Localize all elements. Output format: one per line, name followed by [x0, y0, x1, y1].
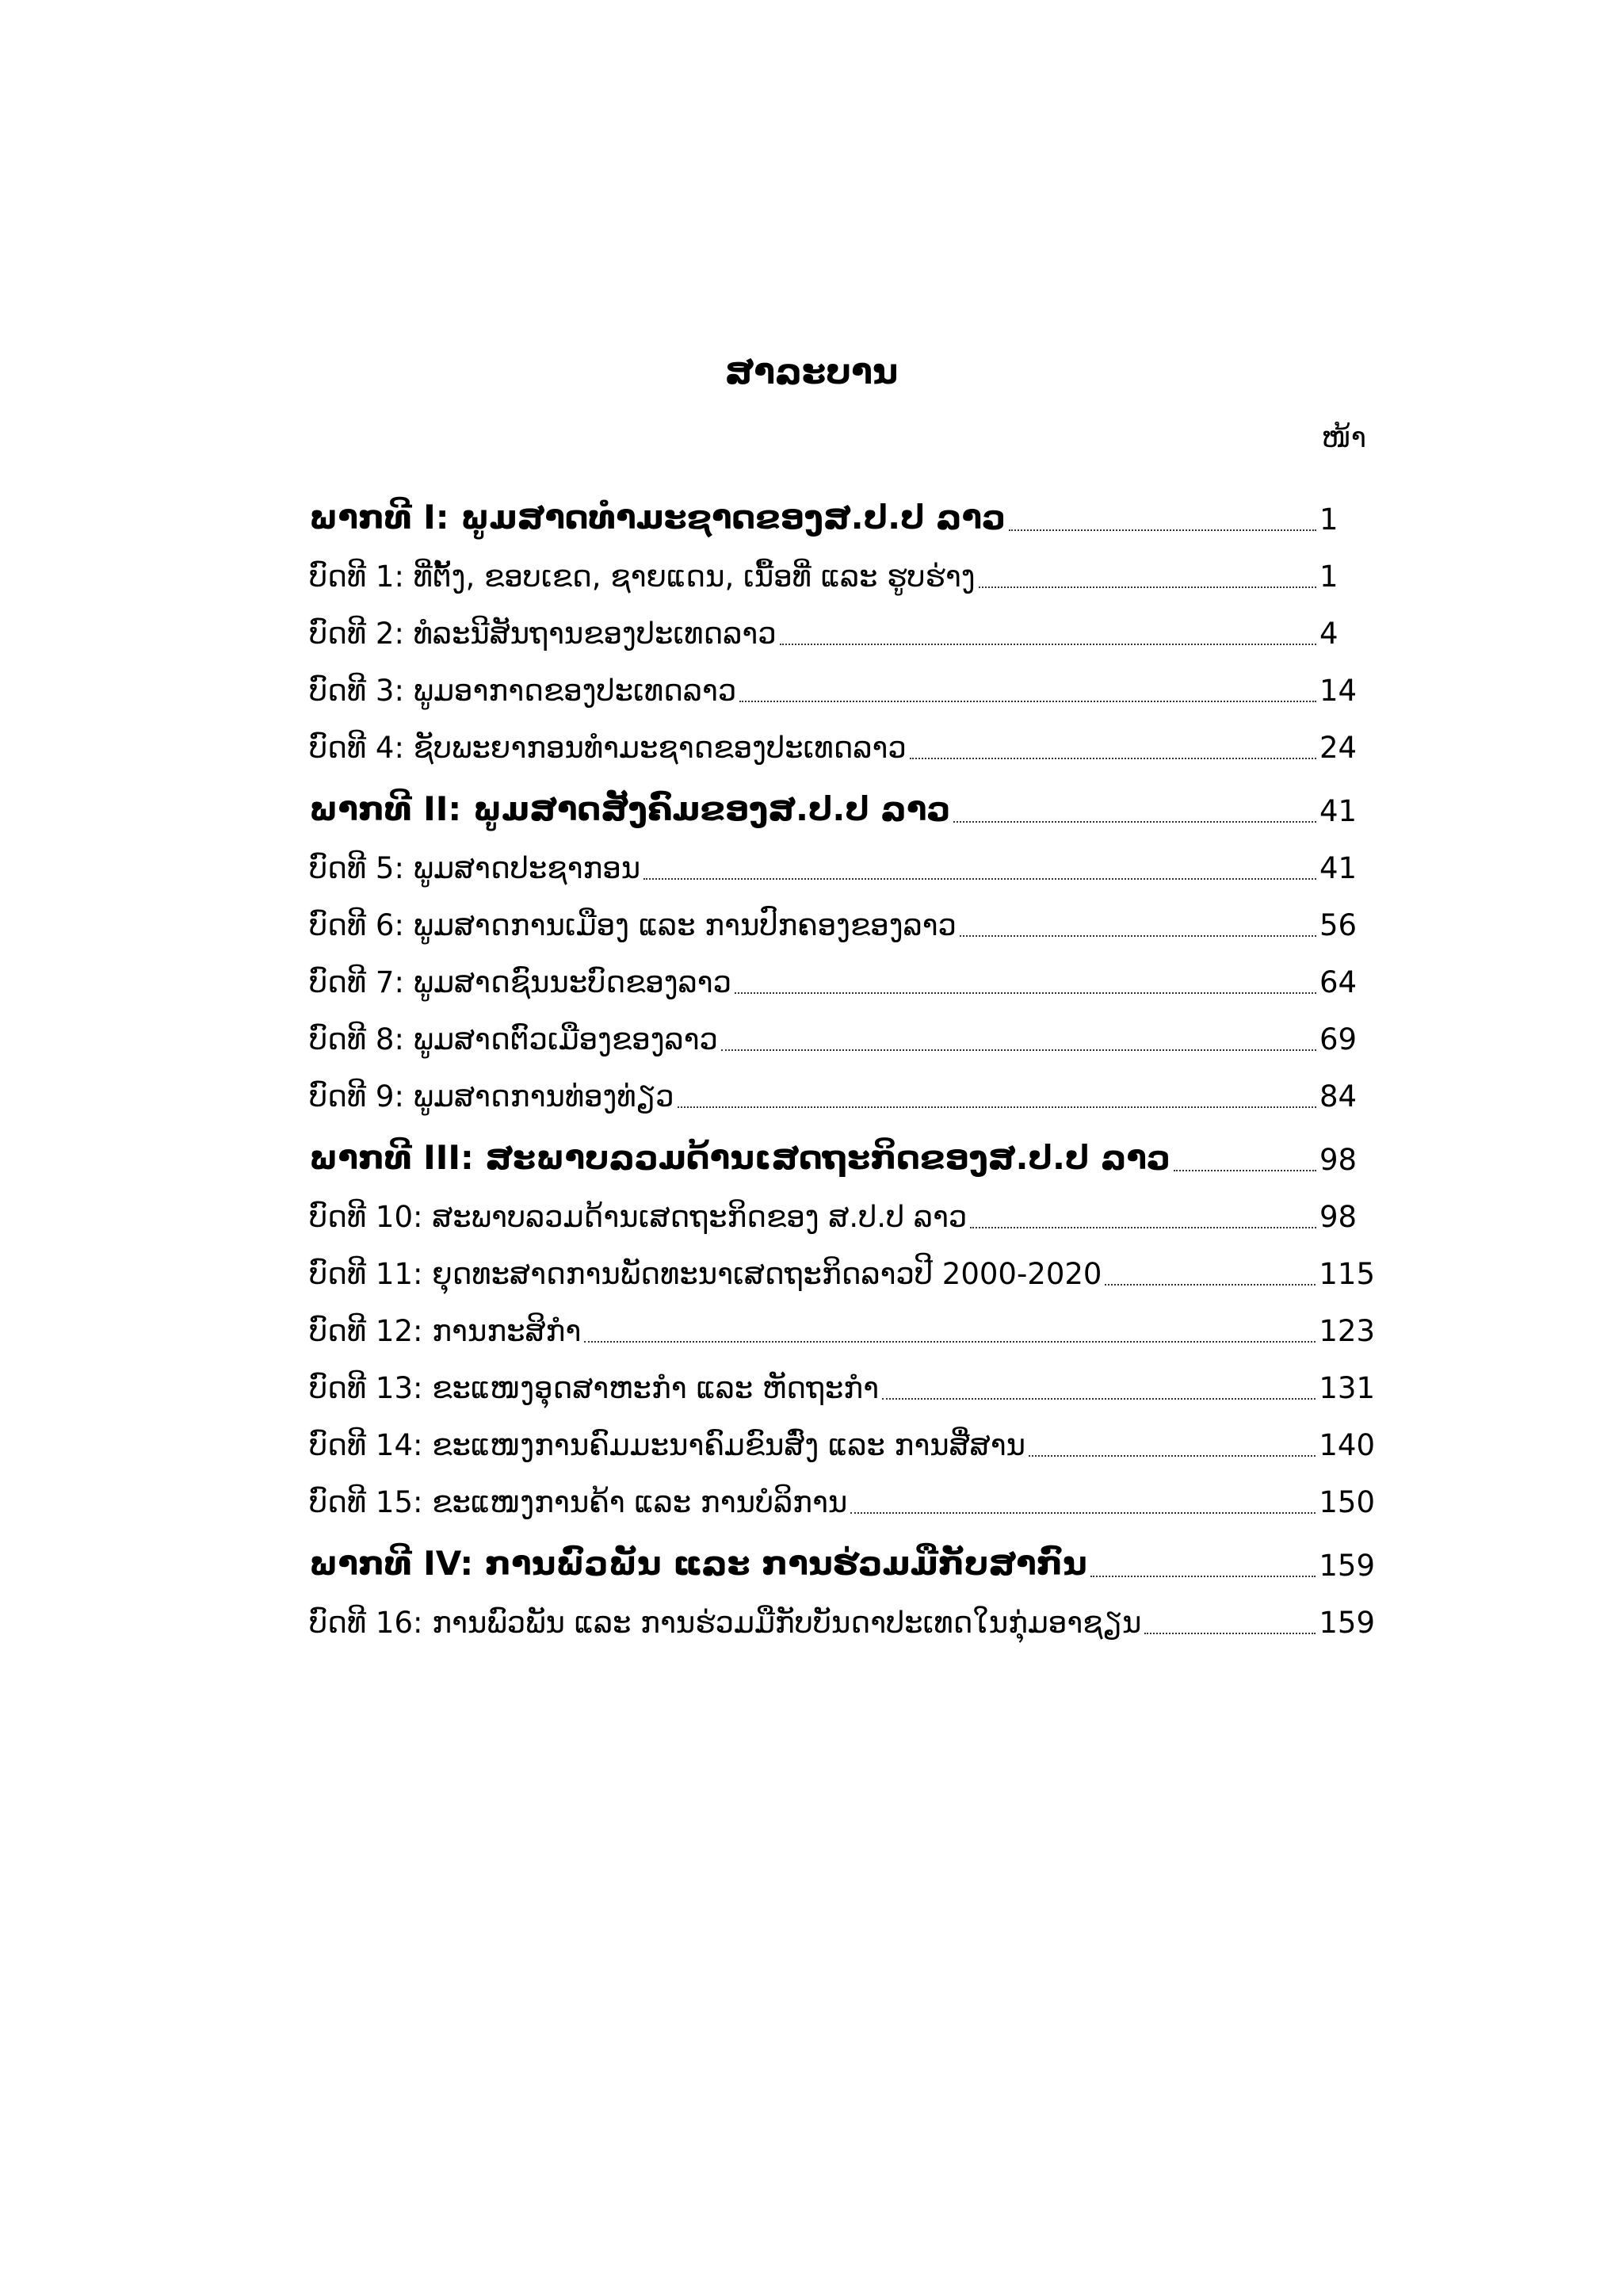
toc-chapter-title: ບົດທີ 3: ພູມອາກາດຂອງປະເທດລາວ: [309, 673, 737, 708]
toc-page-number: 24: [1319, 730, 1358, 765]
toc-chapter-title: ບົດທີ 4: ຊັບພະຍາກອນທຳມະຊາດຂອງປະເທດລາວ: [309, 730, 907, 765]
toc-chapter-row: [309, 1297, 1375, 1354]
toc-page-number: 150: [1319, 1484, 1375, 1519]
dot-leader: [1174, 1170, 1316, 1171]
toc-chapter-row: [309, 1468, 1375, 1525]
toc-page-number: 159: [1319, 1548, 1375, 1583]
toc-chapter-row: [309, 891, 1375, 948]
toc-chapter-title: ບົດທີ 1: ທີ່ຕັ້ງ, ຂອບເຂດ, ຊາຍແດນ, ເນື້ອທີ່ ແລະ ຮູບຮ່າງ: [309, 559, 976, 594]
toc-chapter-row: [309, 1411, 1375, 1468]
toc-page-number: 69: [1319, 1022, 1358, 1056]
toc-chapter-row: [309, 834, 1375, 891]
dot-leader: [1105, 1284, 1316, 1286]
toc-chapter-title: ບົດທີ 8: ພູມສາດຕົວເມືອງຂອງລາວ: [309, 1022, 718, 1056]
toc-chapter-title: ບົດທີ 15: ຂະແໜງການຄ້າ ແລະ ການບໍລິການ: [309, 1484, 848, 1519]
dot-leader: [970, 1227, 1316, 1228]
table-of-contents: [309, 479, 1375, 1645]
toc-page-number: 123: [1319, 1313, 1375, 1348]
toc-page-number: 1: [1319, 559, 1338, 594]
toc-chapter-title: ບົດທີ 2: ທໍລະນີສັນຖານຂອງປະເທດລາວ: [309, 616, 777, 651]
dot-leader: [780, 644, 1316, 645]
toc-page-number: 159: [1319, 1605, 1375, 1640]
toc-part-row: [309, 479, 1375, 542]
toc-chapter-title: ບົດທີ 12: ການກະສິກຳ: [309, 1313, 582, 1348]
toc-chapter-title: ບົດທີ 9: ພູມສາດການທ່ອງທ່ຽວ: [309, 1079, 674, 1114]
toc-chapter-row: [309, 1062, 1375, 1119]
toc-part-title: ພາກທີ IV: ການພົວພັນ ແລະ ການຮ່ວມມືກັບສາກົນ: [309, 1543, 1087, 1583]
dot-leader: [960, 935, 1316, 937]
toc-page-number: 98: [1319, 1199, 1358, 1234]
toc-chapter-row: [309, 948, 1375, 1005]
toc-page-number: 140: [1319, 1427, 1375, 1462]
toc-page-number: 115: [1319, 1256, 1375, 1291]
toc-page-number: 14: [1319, 673, 1358, 708]
toc-chapter-row: [309, 1354, 1375, 1411]
dot-leader: [953, 821, 1316, 823]
dot-leader: [910, 758, 1316, 759]
toc-chapter-title: ບົດທີ 16: ການພົວພັນ ແລະ ການຮ່ວມມືກັບບັນດາປະເທດໃນກຸ່ມອາຊຽນ: [309, 1605, 1142, 1640]
toc-chapter-row: [309, 1240, 1375, 1297]
toc-part-title: ພາກທີ III: ສະພາບລວມດ້ານເສດຖະກິດຂອງສ.ປ.ປ ລາວ: [309, 1137, 1170, 1177]
toc-chapter-title: ບົດທີ 11: ຍຸດທະສາດການພັດທະນາເສດຖະກິດລາວປີ 2000-2020: [309, 1256, 1102, 1291]
toc-title: ສາລະບານ: [724, 352, 899, 392]
toc-chapter-row: [309, 656, 1375, 713]
toc-page-number: 98: [1319, 1142, 1358, 1177]
toc-chapter-row: [309, 1005, 1375, 1062]
toc-page-number: 41: [1319, 850, 1358, 885]
toc-page-number: 64: [1319, 965, 1358, 999]
toc-chapter-title: ບົດທີ 10: ສະພາບລວມດ້ານເສດຖະກິດຂອງ ສ.ປ.ປ ລາວ: [309, 1199, 968, 1234]
toc-part-row: [309, 1119, 1375, 1182]
toc-chapter-row: [309, 1182, 1375, 1240]
toc-page-number: 1: [1319, 502, 1338, 537]
dot-leader: [850, 1512, 1316, 1514]
dot-leader: [584, 1341, 1316, 1343]
toc-page-number: 56: [1319, 907, 1358, 942]
dot-leader: [979, 586, 1316, 588]
toc-chapter-title: ບົດທີ 5: ພູມສາດປະຊາກອນ: [309, 850, 641, 885]
toc-chapter-row: [309, 713, 1375, 770]
dot-leader: [721, 1049, 1316, 1051]
toc-chapter-row: [309, 599, 1375, 656]
dot-leader: [739, 701, 1316, 702]
toc-page-number: 131: [1319, 1370, 1375, 1405]
toc-page-number: 4: [1319, 616, 1338, 651]
toc-chapter-title: ບົດທີ 6: ພູມສາດການເມືອງ ແລະ ການປົກຄອງຂອງລາວ: [309, 907, 957, 942]
page-column-header: ໜ້າ: [1321, 422, 1366, 454]
dot-leader: [678, 1106, 1316, 1108]
dot-leader: [735, 992, 1316, 994]
dot-leader: [1090, 1576, 1316, 1577]
toc-chapter-title: ບົດທີ 7: ພູມສາດຊົນນະບົດຂອງລາວ: [309, 965, 732, 999]
toc-part-title: ພາກທີ I: ພູມສາດທຳມະຊາດຂອງສ.ປ.ປ ລາວ: [309, 497, 1006, 537]
toc-chapter-row: [309, 542, 1375, 599]
dot-leader: [1009, 529, 1316, 531]
toc-part-row: [309, 770, 1375, 834]
toc-chapter-title: ບົດທີ 13: ຂະແໜງອຸດສາຫະກຳ ແລະ ຫັດຖະກຳ: [309, 1370, 880, 1405]
toc-chapter-row: [309, 1588, 1375, 1645]
toc-page-number: 84: [1319, 1079, 1358, 1114]
dot-leader: [882, 1398, 1316, 1400]
dot-leader: [643, 878, 1316, 880]
dot-leader: [1029, 1455, 1316, 1457]
toc-part-title: ພາກທີ II: ພູມສາດສັງຄົມຂອງສ.ປ.ປ ລາວ: [309, 789, 951, 828]
dot-leader: [1144, 1633, 1316, 1634]
toc-part-row: [309, 1525, 1375, 1588]
toc-chapter-title: ບົດທີ 14: ຂະແໜງການຄົມມະນາຄົມຂົນສົ່ງ ແລະ ການສື່ສານ: [309, 1427, 1026, 1462]
toc-page-number: 41: [1319, 793, 1358, 828]
